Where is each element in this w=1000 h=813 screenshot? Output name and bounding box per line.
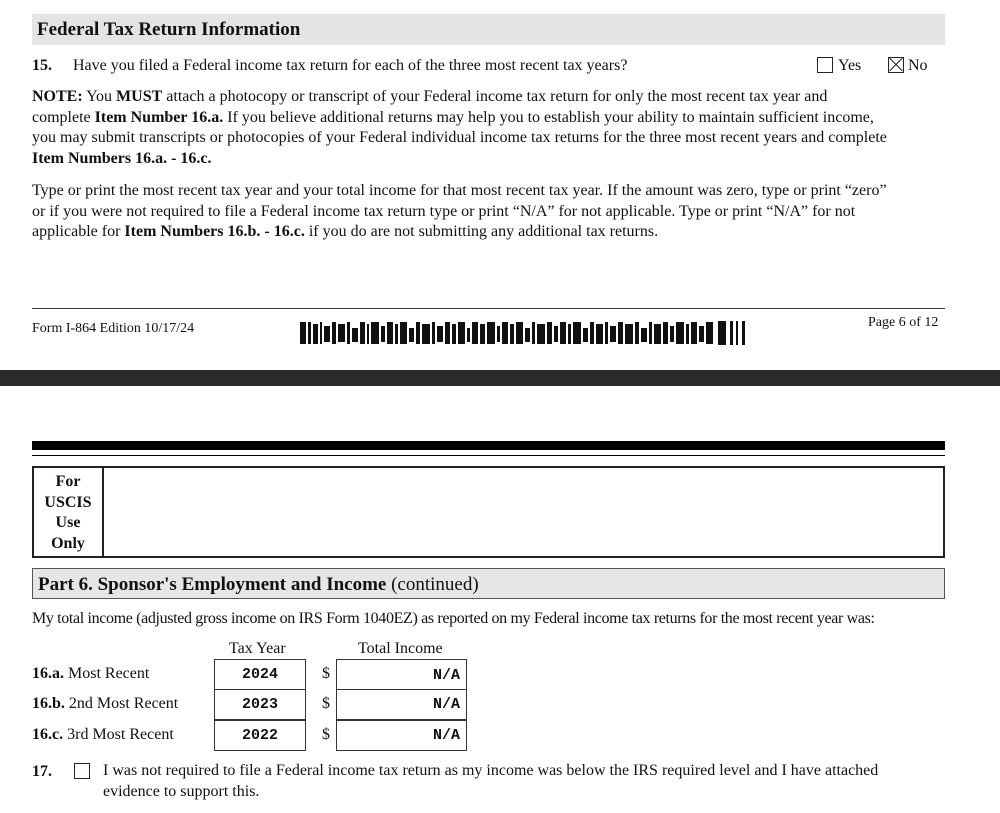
item-label-text: Most Recent (68, 665, 150, 682)
item-number: 16.c. (32, 726, 64, 743)
q17-text-line: I was not required to file a Federal income tax return as my income was below the IRS required level and I have attached (103, 762, 879, 779)
tax-year-field-16b[interactable]: 2023 (214, 689, 306, 720)
note-text: you may submit transcripts or photocopies of your Federal individual income tax returns for the three most recent years and complete (32, 129, 887, 146)
item-number: 16.a. (32, 665, 64, 682)
note-text: You (86, 88, 113, 105)
part6-continued-text: (continued) (391, 574, 479, 595)
item-number: 16.b. (32, 695, 65, 712)
instruction-text: if you do are not submitting any additional tax returns. (308, 223, 659, 240)
uscis-label-line: USCIS (44, 493, 92, 511)
col-header-total-income: Total Income (358, 640, 443, 657)
instruction-item-ref: Item Numbers 16.b. - 16.c. (124, 223, 305, 240)
header-thick-rule (32, 441, 945, 450)
total-income-field-16b[interactable]: N/A (336, 689, 467, 720)
q15-no-checkbox[interactable] (888, 57, 904, 73)
q17-number: 17. (32, 763, 52, 780)
header-thin-rule (32, 455, 945, 456)
uscis-use-only-label (34, 468, 104, 556)
note-item-ref: Item Number 16.a. (94, 108, 224, 126)
uscis-label-line: Only (51, 534, 85, 552)
footer-rule (32, 308, 945, 309)
section-heading-federal-tax (32, 14, 945, 45)
item-16c-label (32, 726, 174, 744)
currency-symbol: $ (322, 665, 330, 682)
page-break-band (0, 370, 1000, 386)
col-header-tax-year: Tax Year (229, 640, 286, 657)
item-label-text: 3rd Most Recent (67, 726, 174, 743)
item-16a-label (32, 665, 149, 683)
currency-symbol: $ (322, 695, 330, 712)
note-must: MUST (116, 88, 163, 105)
currency-symbol: $ (322, 726, 330, 743)
item-label-text: 2nd Most Recent (68, 695, 179, 712)
instruction-text: applicable for (32, 223, 121, 240)
note-item-ref: Item Numbers 16.a. - 16.c. (32, 149, 212, 167)
section-heading-part6 (32, 568, 945, 599)
note-paragraph (32, 87, 947, 169)
part6-heading-text: Part 6. Sponsor's Employment and Income (38, 574, 387, 595)
q15-yes-label: Yes (838, 57, 862, 74)
uscis-use-only-box (32, 466, 945, 558)
tax-year-field-16c[interactable]: 2022 (214, 720, 306, 751)
instruction-paragraph (32, 181, 947, 243)
total-income-field-16c[interactable]: N/A (336, 720, 467, 751)
q15-yes-checkbox[interactable] (817, 57, 833, 73)
tax-year-field-16a[interactable]: 2024 (214, 659, 306, 690)
uscis-label-line: Use (55, 514, 81, 531)
instruction-text: or if you were not required to file a Federal income tax return type or print “N/A” for not applicable. Type or print “N/A” for not (32, 202, 856, 220)
q17-text-line: evidence to support this. (103, 783, 260, 800)
note-text: complete (32, 108, 91, 126)
note-label: NOTE: (32, 88, 83, 105)
total-income-field-16a[interactable]: N/A (336, 659, 467, 690)
part6-intro-text: My total income (adjusted gross income on IRS Form 1040EZ) as reported on my Federal income tax returns for the most recent year was: (32, 610, 875, 627)
q17-checkbox[interactable] (74, 763, 90, 779)
item-16b-label (32, 695, 178, 713)
footer-page-number: Page 6 of 12 (868, 315, 939, 330)
q17-text (103, 761, 953, 802)
instruction-text: Type or print the most recent tax year and your total income for that most recent tax year. If the amount was zero, type or print “zero” (32, 182, 887, 199)
note-text: If you believe additional returns may help you to establish your ability to maintain sufficient income, (227, 108, 874, 126)
q15-text: Have you filed a Federal income tax return for each of the three most recent tax years? (73, 57, 628, 74)
q15-no-label: No (908, 57, 928, 74)
uscis-label-line: For (55, 473, 81, 490)
note-text: attach a photocopy or transcript of your Federal income tax return for only the most recent tax year and (166, 88, 828, 105)
footer-form-id: Form I-864 Edition 10/17/24 (32, 321, 195, 336)
barcode-icon (300, 320, 748, 346)
q15-number: 15. (32, 57, 52, 74)
section-heading-text: Federal Tax Return Information (37, 19, 301, 40)
